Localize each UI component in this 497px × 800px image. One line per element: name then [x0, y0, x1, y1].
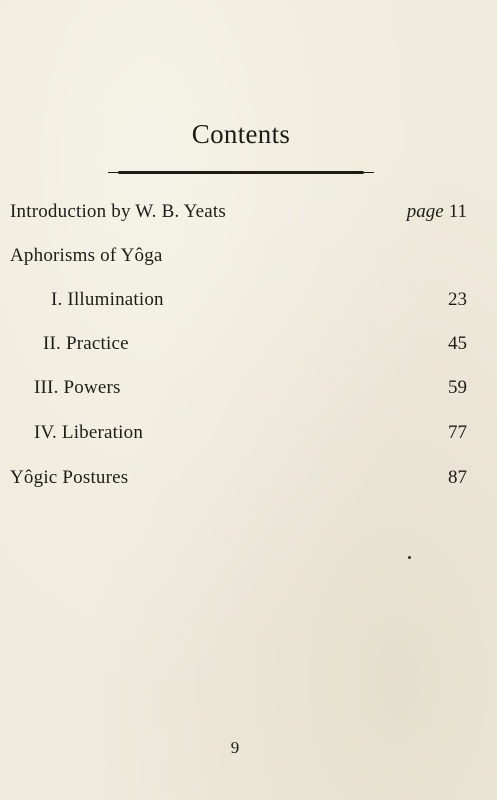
toc-entry-page — [448, 419, 467, 447]
toc-entry-label: IV. Liberation — [34, 422, 144, 443]
page-number: 59 — [448, 377, 467, 398]
toc-entry-introduction — [0, 198, 497, 226]
page-number: 77 — [448, 422, 467, 443]
toc-entry-page — [448, 374, 467, 402]
page-number: 87 — [448, 467, 467, 488]
page-title: Contents — [191, 119, 291, 149]
toc-entry-page — [448, 286, 467, 314]
toc-entry-label: III. Powers — [34, 377, 121, 398]
toc-entry-practice — [0, 330, 497, 358]
toc-entry-illumination — [0, 286, 497, 314]
toc-entry-label: II. Practice — [43, 333, 129, 354]
page-number: 23 — [448, 289, 467, 310]
page-number: 11 — [448, 201, 467, 222]
toc-entry-page — [407, 198, 467, 226]
toc-entry-label: Introduction by W. B. Yeats — [10, 201, 226, 222]
toc-entry-page — [448, 330, 467, 358]
toc-entry-aphorisms — [0, 242, 497, 270]
toc-entry-liberation — [0, 419, 497, 447]
toc-entry-postures — [0, 464, 497, 492]
toc-entry-label: I. Illumination — [51, 289, 164, 310]
title-rule — [118, 171, 364, 174]
toc-entry-powers — [0, 374, 497, 402]
toc-entry-page — [448, 464, 467, 492]
page-number: 45 — [448, 333, 467, 354]
paper-speck — [408, 556, 411, 559]
page-number-footer: 9 — [230, 738, 240, 757]
toc-entry-label: Yôgic Postures — [10, 467, 129, 488]
toc-entry-label: Aphorisms of Yôga — [10, 245, 163, 266]
page-prefix: page — [406, 201, 444, 222]
